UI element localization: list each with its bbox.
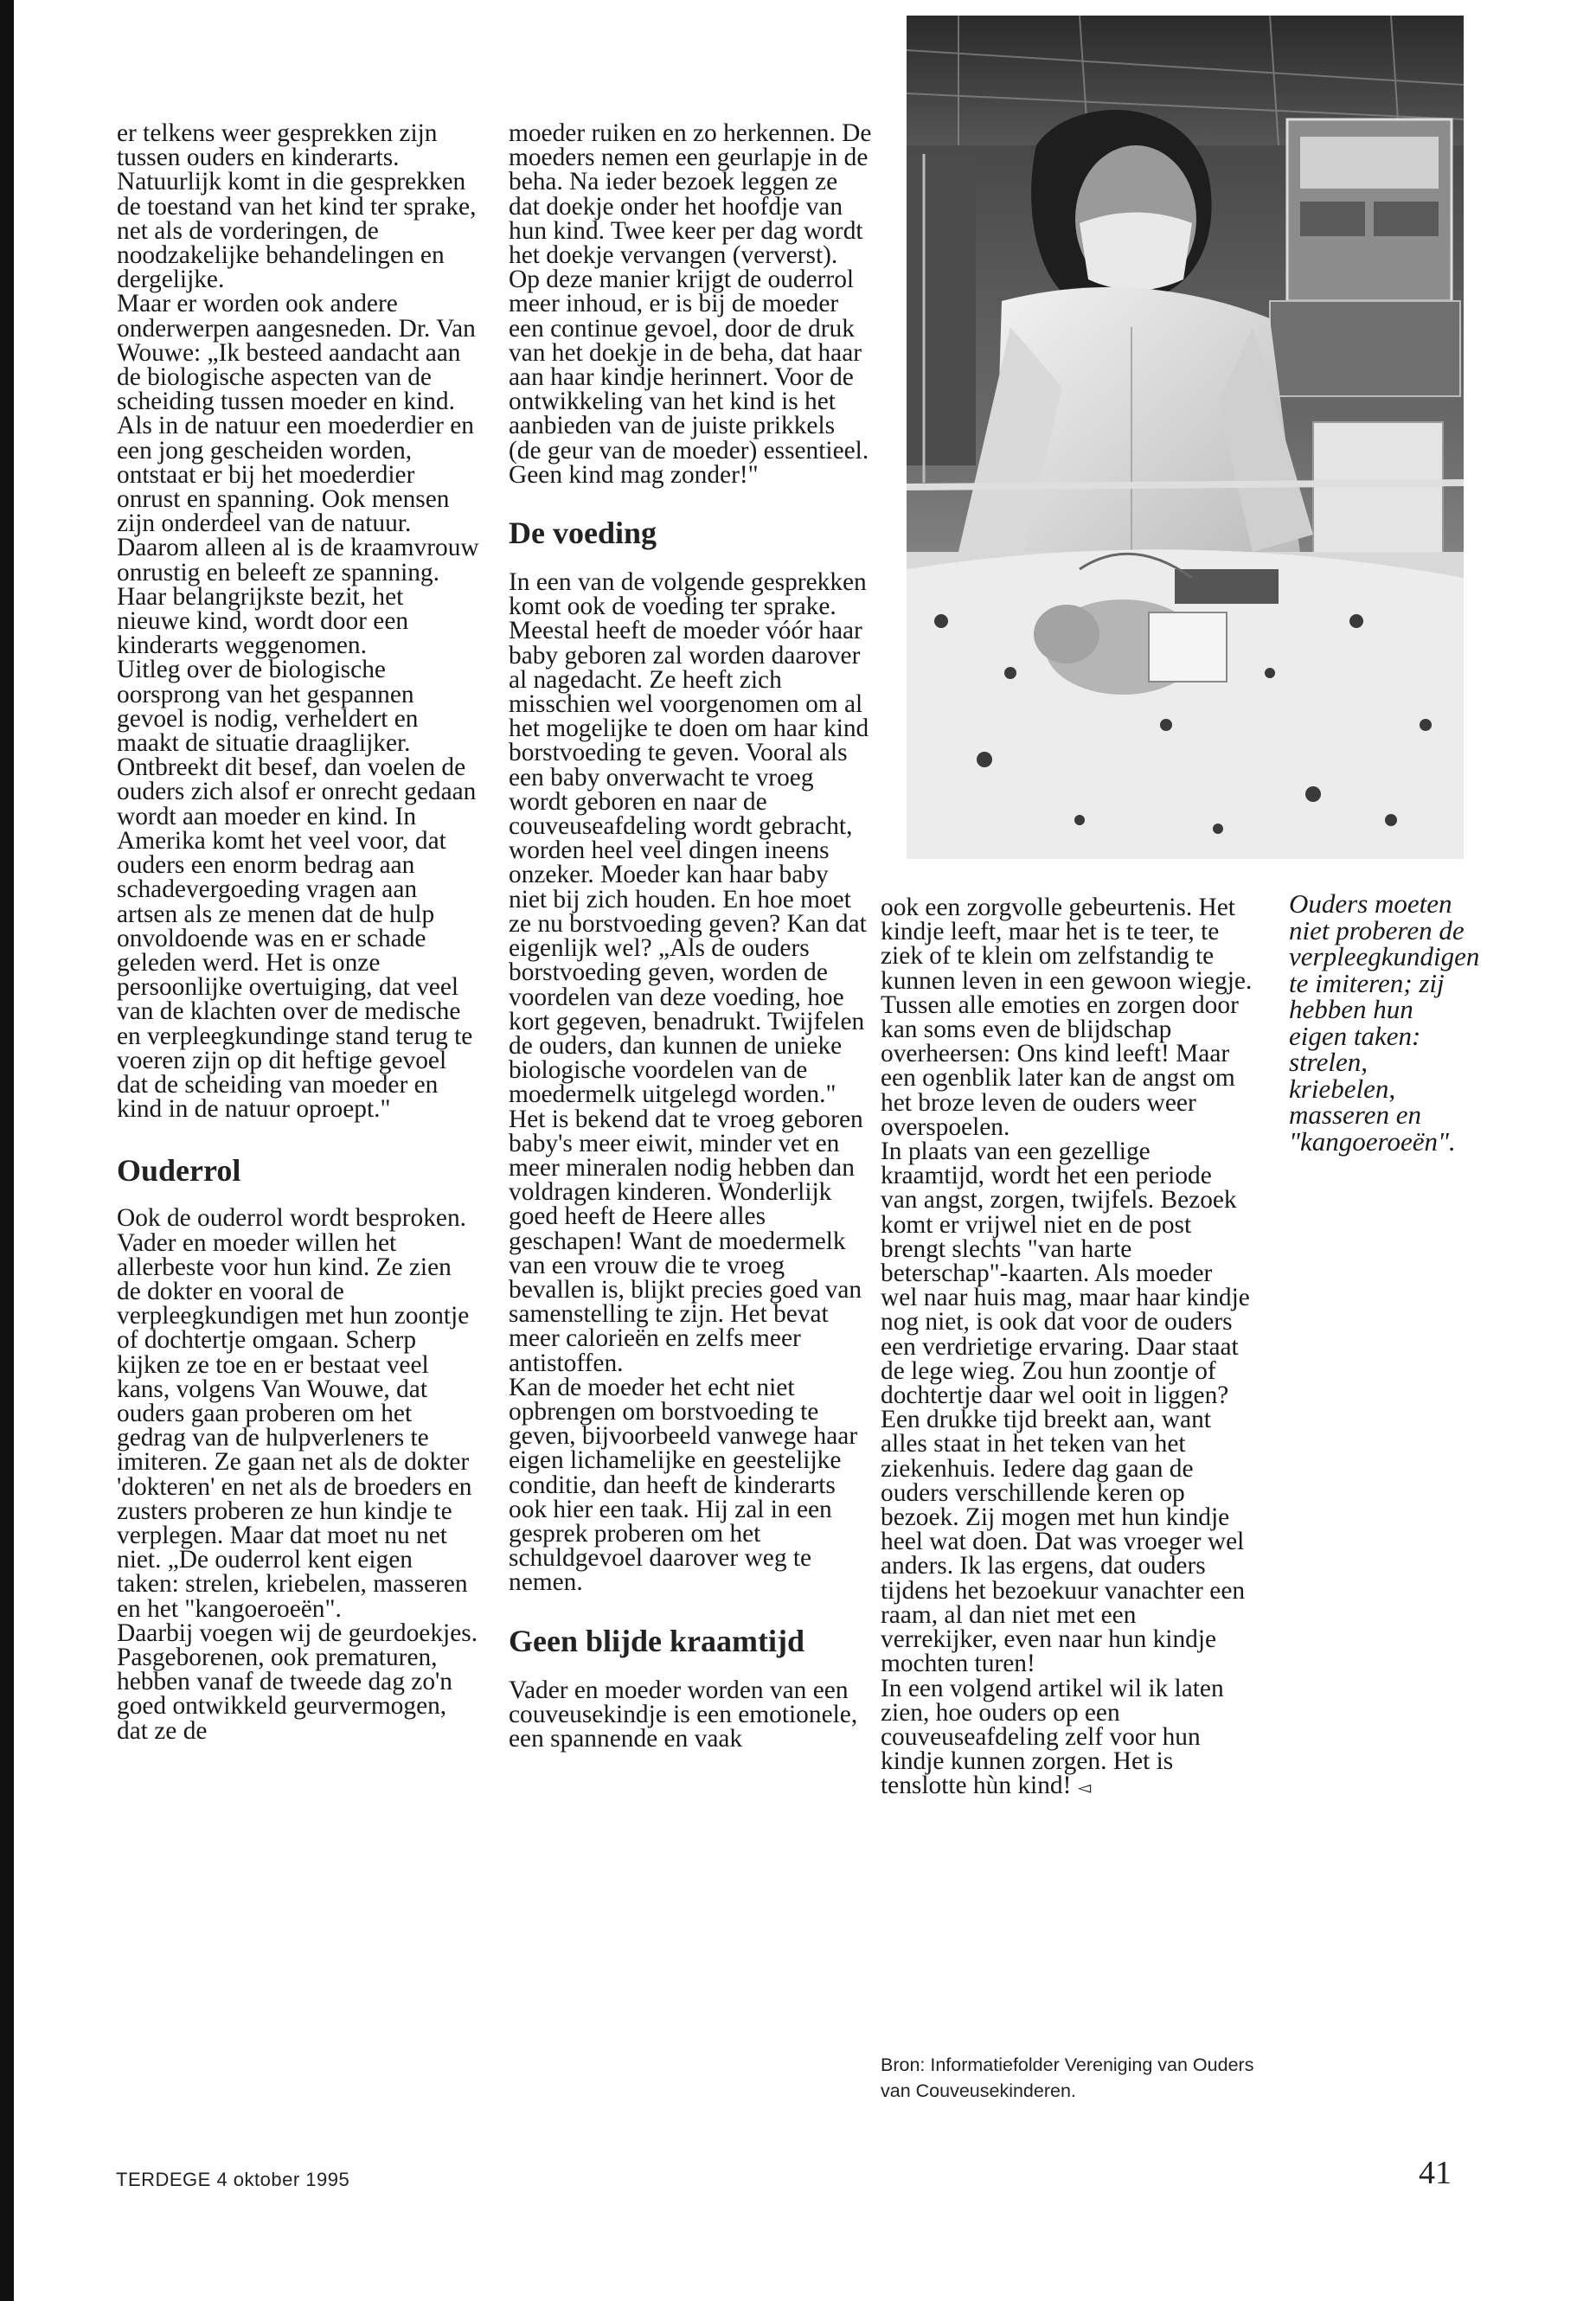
paragraph: Ook de ouderrol wordt besproken. Vader en moeder willen het allerbeste voor hun kind. Ze zien de dokter en vooral de verpleegkundigen met hun zoontje of dochtertje omgaan. Scherp kijken ze toe en er bestaat veel kans, volgens Van Wouwe, dat ouders gaan proberen om het gedrag van de hulpverleners te imiteren. Ze gaan net als de dokter 'dokteren' en net als de broeders en zusters proberen ze hun kindje te verplegen. Maar dat moet nu net niet. „De ouderrol kent eigen taken: strelen, kriebelen, masseren en het "kangoeroeën".: [117, 1204, 472, 1623]
paragraph: Vader en moeder worden van een couveusekindje is een emotionele, een spannende en vaak: [509, 1676, 858, 1753]
paragraph: Kan de moeder het echt niet opbrengen om borstvoeding te geven, bijvoorbeeld vanwege haar eigen lichamelijke en geestelijke conditie, dan heeft de kinderarts ook hier een taak. Hij zal in een gesprek proberen om het schuldgevoel daarover weg te nemen.: [509, 1373, 858, 1597]
paragraph: ook een zorgvolle gebeurtenis. Het kindje leeft, maar het is te teer, te ziek of te klein om zelfstandig te kunnen leven in een gewoon wiegje. Tussen alle emoties en zorgen door kan soms even de blijdschap overheersen: Ons kind leeft! Maar een ogenblik later kan de angst om het broze leven de ouders weer overspoelen.: [881, 894, 1253, 1141]
article-column-3: [881, 895, 1253, 1800]
nicu-nurse-photo: [907, 16, 1464, 859]
article-column-2: [509, 121, 872, 1751]
footer-publication-date: TERDEGE 4 oktober 1995: [116, 2169, 350, 2190]
section-heading-de-voeding: De voeding: [509, 516, 657, 551]
page-number: 41: [1419, 2155, 1452, 2191]
paragraph: er telkens weer gesprekken zijn tussen ouders en kinderarts. Natuurlijk komt in die gesprekken de toestand van het kind ter sprake, net als de vorderingen, de noodzakelijke behandelingen en dergelijke.: [117, 119, 477, 294]
end-of-article-icon: ◅: [1077, 1777, 1092, 1798]
article-column-1: [117, 121, 480, 1743]
paragraph: In plaats van een gezellige kraamtijd, wordt het een periode van angst, zorgen, twijfels. Bezoek komt er vrijwel niet en de post brengt slechts "van harte beterschap"-kaarten. Als moeder wel naar huis mag, maar haar kindje nog niet, is ook dat voor de ouders een verdrietige ervaring. Daar staat de lege wieg. Zou hun zoontje of dochtertje daar wel ooit in liggen? Een drukke tijd breekt aan, want alles staat in het teken van het ziekenhuis. Iedere dag gaan de ouders verschillende keren op bezoek. Zij mogen met hun kindje heel wat doen. Dat was vroeger wel anders. Ik las ergens, dat ouders tijdens het bezoekuur vanachter een raam, al dan niet met een verrekijker, even naar hun kindje mochten turen!: [881, 1138, 1250, 1678]
source-credit: Bron: Informatiefolder Vereniging van Ouders van Couveusekinderen.: [881, 2054, 1254, 2101]
paragraph: In een van de volgende gesprekken komt ook de voeding ter sprake. Meestal heeft de moeder vóór haar baby geboren zal worden daarover al nagedacht. Ze heeft zich misschien wel voorgenomen om al het mogelijke te doen om haar kind borstvoeding te geven. Vooral als een baby onverwacht te vroeg wordt geboren en naar de couveuseafdeling wordt gebracht, worden heel veel dingen ineens onzeker. Moeder kan haar baby niet bij zich houden. En hoe moet ze nu borstvoeding geven? Kan dat eigenlijk wel? „Als de ouders borstvoeding geven, worden de voordelen van deze voeding, hoe kort gegeven, benadrukt. Twijfelen de ouders, dan kunnen de unieke biologische voordelen van de moedermelk uitgelegd worden." Het is bekend dat te vroeg geboren baby's meer eiwit, minder vet en meer mineralen nodig hebben dan voldragen kinderen. Wonderlijk goed heeft de Heere alles geschapen! Want de moedermelk van een vrouw die te vroeg bevallen is, blijkt precies goed van samenstelling te zijn. Het bevat meer calorieën en zelfs meer antistoffen.: [509, 568, 869, 1377]
paragraph: Daarbij voegen wij de geurdoekjes. Pasgeborenen, ook prematuren, hebben vanaf de tweede dag zo'n goed ontwikkeld geurvermogen, dat ze de: [117, 1618, 478, 1745]
scan-border: [0, 0, 14, 2301]
paragraph: Maar er worden ook andere onderwerpen aangesneden. Dr. Van Wouwe: „Ik besteed aandacht aan de biologische aspecten van de scheiding tussen moeder en kind. Als in de natuur een moederdier en een jong gescheiden worden, ontstaat er bij het moederdier onrust en spanning. Ook mensen zijn onderdeel van de natuur. Daarom alleen al is de kraamvrouw onrustig en beleeft ze spanning. Haar belangrijkste bezit, het nieuwe kind, wordt door een kinderarts weggenomen.: [117, 290, 479, 660]
section-heading-geen-blijde-kraamtijd: Geen blijde kraamtijd: [509, 1623, 804, 1658]
paragraph: [881, 1676, 1253, 1800]
section-heading-ouderrol: Ouderrol: [117, 1153, 241, 1189]
pull-quote: Ouders moeten niet proberen de verpleegkundigen te imiteren; zij hebben hun eigen taken: strelen, kriebelen, masseren en "kangoeroeën".: [1289, 888, 1480, 1157]
closing-sentence: In een volgend artikel wil ik laten zien, hoe ouders op een couveuseafdeling zelf voor hun kindje kunnen zorgen. Het is tenslotte hùn kind!: [881, 1674, 1224, 1800]
paragraph: moeder ruiken en zo herkennen. De moeders nemen een geurlapje in de beha. Na ieder bezoek leggen ze dat doekje onder het hoofdje van hun kind. Twee keer per dag wordt het doekje vervangen (ververst). Op deze manier krijgt de ouderrol meer inhoud, er is bij de moeder een continue gevoel, door de druk van het doekje in de beha, dat haar aan haar kindje herinnert. Voor de ontwikkeling van het kind is het aanbieden van de juiste prikkels (de geur van de moeder) essentieel. Geen kind mag zonder!": [509, 119, 872, 489]
paragraph: Uitleg over de biologische oorsprong van het gespannen gevoel is nodig, verheldert en maakt de situatie draaglijker. Ontbreekt dit besef, dan voelen de ouders zich alsof er onrecht gedaan wordt aan moeder en kind. In Amerika komt het veel voor, dat ouders een enorm bedrag aan schadevergoeding vragen aan artsen als ze menen dat de hulp onvoldoende was en er schade geleden werd. Het is onze persoonlijke overtuiging, dat veel van de klachten over de medische en verpleegkundinge stand terug te voeren zijn op dit heftige gevoel dat de scheiding van moeder en kind in de natuur oproept.": [117, 656, 477, 1124]
